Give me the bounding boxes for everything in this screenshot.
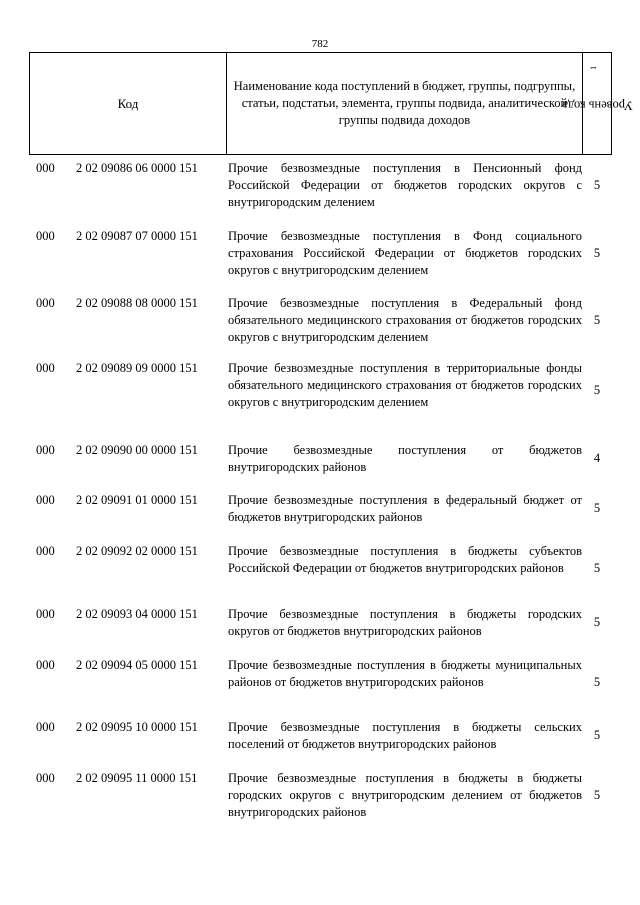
row-name: Прочие безвозмездные поступления в бюджеты сельских поселений от бюджетов внутригородских районов [228,720,582,751]
header-level-label: Уровень кода [562,99,634,113]
row-name: Прочие безвозмездные поступления в бюджеты субъектов Российской Федерации от бюджетов внутригородских районов [228,544,582,575]
row-code: 2 02 09093 04 0000 151 [76,607,198,621]
row-level: 5 [593,675,601,689]
row-level: 5 [593,615,601,629]
row-admin-code: 000 [36,443,55,457]
row-name: Прочие безвозмездные поступления в бюджеты в бюджеты городских округов с внутригородским делением от бюджетов внутригородских районов [228,771,582,819]
row-level: 5 [593,728,601,742]
row-code: 2 02 09088 08 0000 151 [76,296,198,310]
row-level: 5 [593,383,601,397]
row-admin-code: 000 [36,720,55,734]
row-admin-code: 000 [36,229,55,243]
row-level: 5 [593,246,601,260]
row-code: 2 02 09094 05 0000 151 [76,658,198,672]
row-level: 5 [593,178,601,192]
row-name: Прочие безвозмездные поступления в бюджеты муниципальных районов от бюджетов внутригородских районов [228,658,582,689]
row-code: 2 02 09089 09 0000 151 [76,361,198,375]
header-name: Наименование кода поступлений в бюджет, группы, подгруппы, статьи, подстатьи, элемента, группы подвида, аналитической группы подвида доходов [227,53,583,154]
row-name: Прочие безвозмездные поступления в федеральный бюджет от бюджетов внутригородских районов [228,493,582,524]
row-code: 2 02 09086 06 0000 151 [76,161,198,175]
row-code: 2 02 09087 07 0000 151 [76,229,198,243]
row-name: Прочие безвозмездные поступления в территориальные фонды обязательного медицинского страхования от бюджетов городских округов с внутригородским делением [228,361,582,409]
row-code: 2 02 09092 02 0000 151 [76,544,198,558]
row-admin-code: 000 [36,361,55,375]
row-name: Прочие безвозмездные поступления в Пенсионный фонд Российской Федерации от бюджетов городских округов с внутригородским делением [228,161,582,209]
row-code: 2 02 09095 10 0000 151 [76,720,198,734]
row-admin-code: 000 [36,771,55,785]
row-code: 2 02 09091 01 0000 151 [76,493,198,507]
table-header [29,52,634,155]
row-name: Прочие безвозмездные поступления в бюджеты городских округов от бюджетов внутригородских районов [228,607,582,638]
row-level: 5 [593,788,601,802]
row-name: Прочие безвозмездные поступления в Фонд социального страхования Российской Федерации от бюджетов городских округов с внутригородским делением [228,229,582,277]
header-level-footnote: 1 [589,66,599,71]
row-level: 5 [593,561,601,575]
page-number: 782 [311,38,329,50]
row-admin-code: 000 [36,161,55,175]
row-level: 5 [593,313,601,327]
row-admin-code: 000 [36,607,55,621]
header-level [562,53,634,154]
header-code: Код [30,53,227,154]
row-code: 2 02 09095 11 0000 151 [76,771,198,785]
row-admin-code: 000 [36,544,55,558]
row-name: Прочие безвозмездные поступления от бюджетов внутригородских районов [228,443,582,474]
row-level: 4 [593,451,601,465]
row-name: Прочие безвозмездные поступления в Федеральный фонд обязательного медицинского страхования от бюджетов городских округов с внутригородским делением [228,296,582,344]
row-admin-code: 000 [36,493,55,507]
row-admin-code: 000 [36,296,55,310]
row-code: 2 02 09090 00 0000 151 [76,443,198,457]
row-level: 5 [593,501,601,515]
row-admin-code: 000 [36,658,55,672]
